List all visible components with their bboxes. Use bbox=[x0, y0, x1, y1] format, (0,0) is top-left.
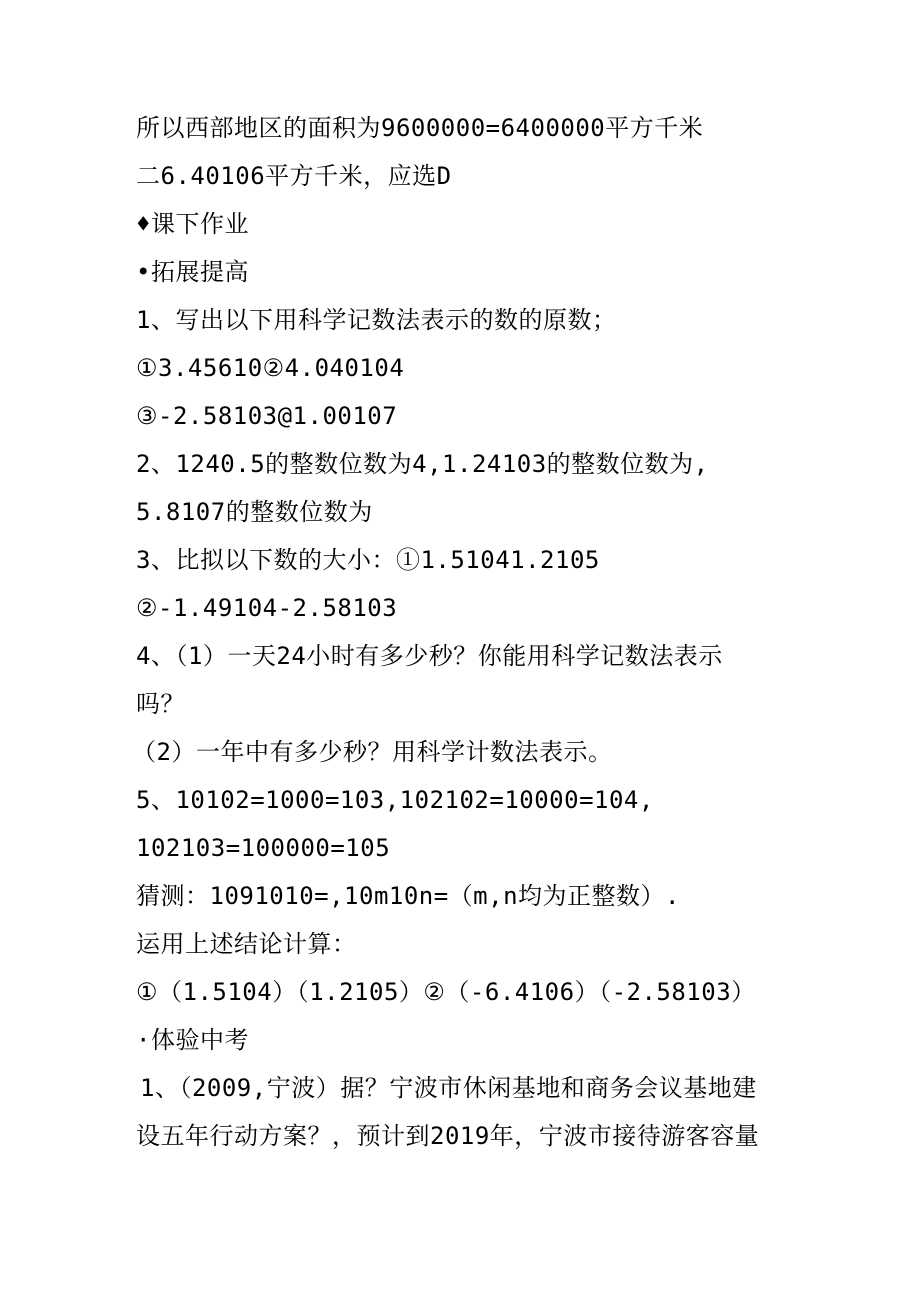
question-2-continued: 5.8107的整数位数为 bbox=[136, 498, 373, 526]
section-heading-exam: ·体验中考 bbox=[136, 1026, 249, 1054]
question-5-guess: 猜测：1091010=,10m10n=（m,n均为正整数）. bbox=[136, 882, 680, 910]
question-3-item-2: ②-1.49104-2.58103 bbox=[136, 594, 398, 622]
exam-question-1: 1、（2009,宁波）据？宁波市休闲基地和商务会议基地建 bbox=[140, 1074, 757, 1102]
question-5-calculations: ①（1.5104）（1.2105）②（-6.4106）（-2.58103） bbox=[136, 978, 756, 1006]
question-4-part-2: （2）一年中有多少秒？用科学计数法表示。 bbox=[132, 738, 613, 766]
text-line-area-west: 所以西部地区的面积为9600000=6400000平方千米 bbox=[136, 114, 704, 142]
question-3: 3、比拟以下数的大小：①1.51041.2105 bbox=[136, 546, 600, 574]
question-5: 5、10102=1000=103,102102=10000=104, bbox=[136, 786, 654, 814]
question-5-apply: 运用上述结论计算： bbox=[136, 930, 357, 958]
exam-question-1-continued: 设五年行动方案？，预计到2019年，宁波市接待游客容量 bbox=[136, 1122, 760, 1150]
section-heading-homework: ♦课下作业 bbox=[136, 210, 249, 238]
question-1: 1、写出以下用科学记数法表示的数的原数； bbox=[136, 306, 617, 334]
text-line-answer-d: 二6.40106平方千米，应选D bbox=[136, 162, 452, 190]
question-1-items-a: ①3.45610②4.040104 bbox=[136, 354, 405, 382]
question-2: 2、1240.5的整数位数为4,1.24103的整数位数为, bbox=[136, 450, 709, 478]
question-4-part-1-continued: 吗？ bbox=[136, 690, 185, 718]
question-4-part-1: 4、（1）一天24小时有多少秒？你能用科学记数法表示 bbox=[136, 642, 723, 670]
question-1-items-b: ③-2.58103@1.00107 bbox=[136, 402, 398, 430]
section-heading-extension: •拓展提高 bbox=[136, 258, 249, 286]
question-5-continued: 102103=100000=105 bbox=[136, 834, 391, 862]
